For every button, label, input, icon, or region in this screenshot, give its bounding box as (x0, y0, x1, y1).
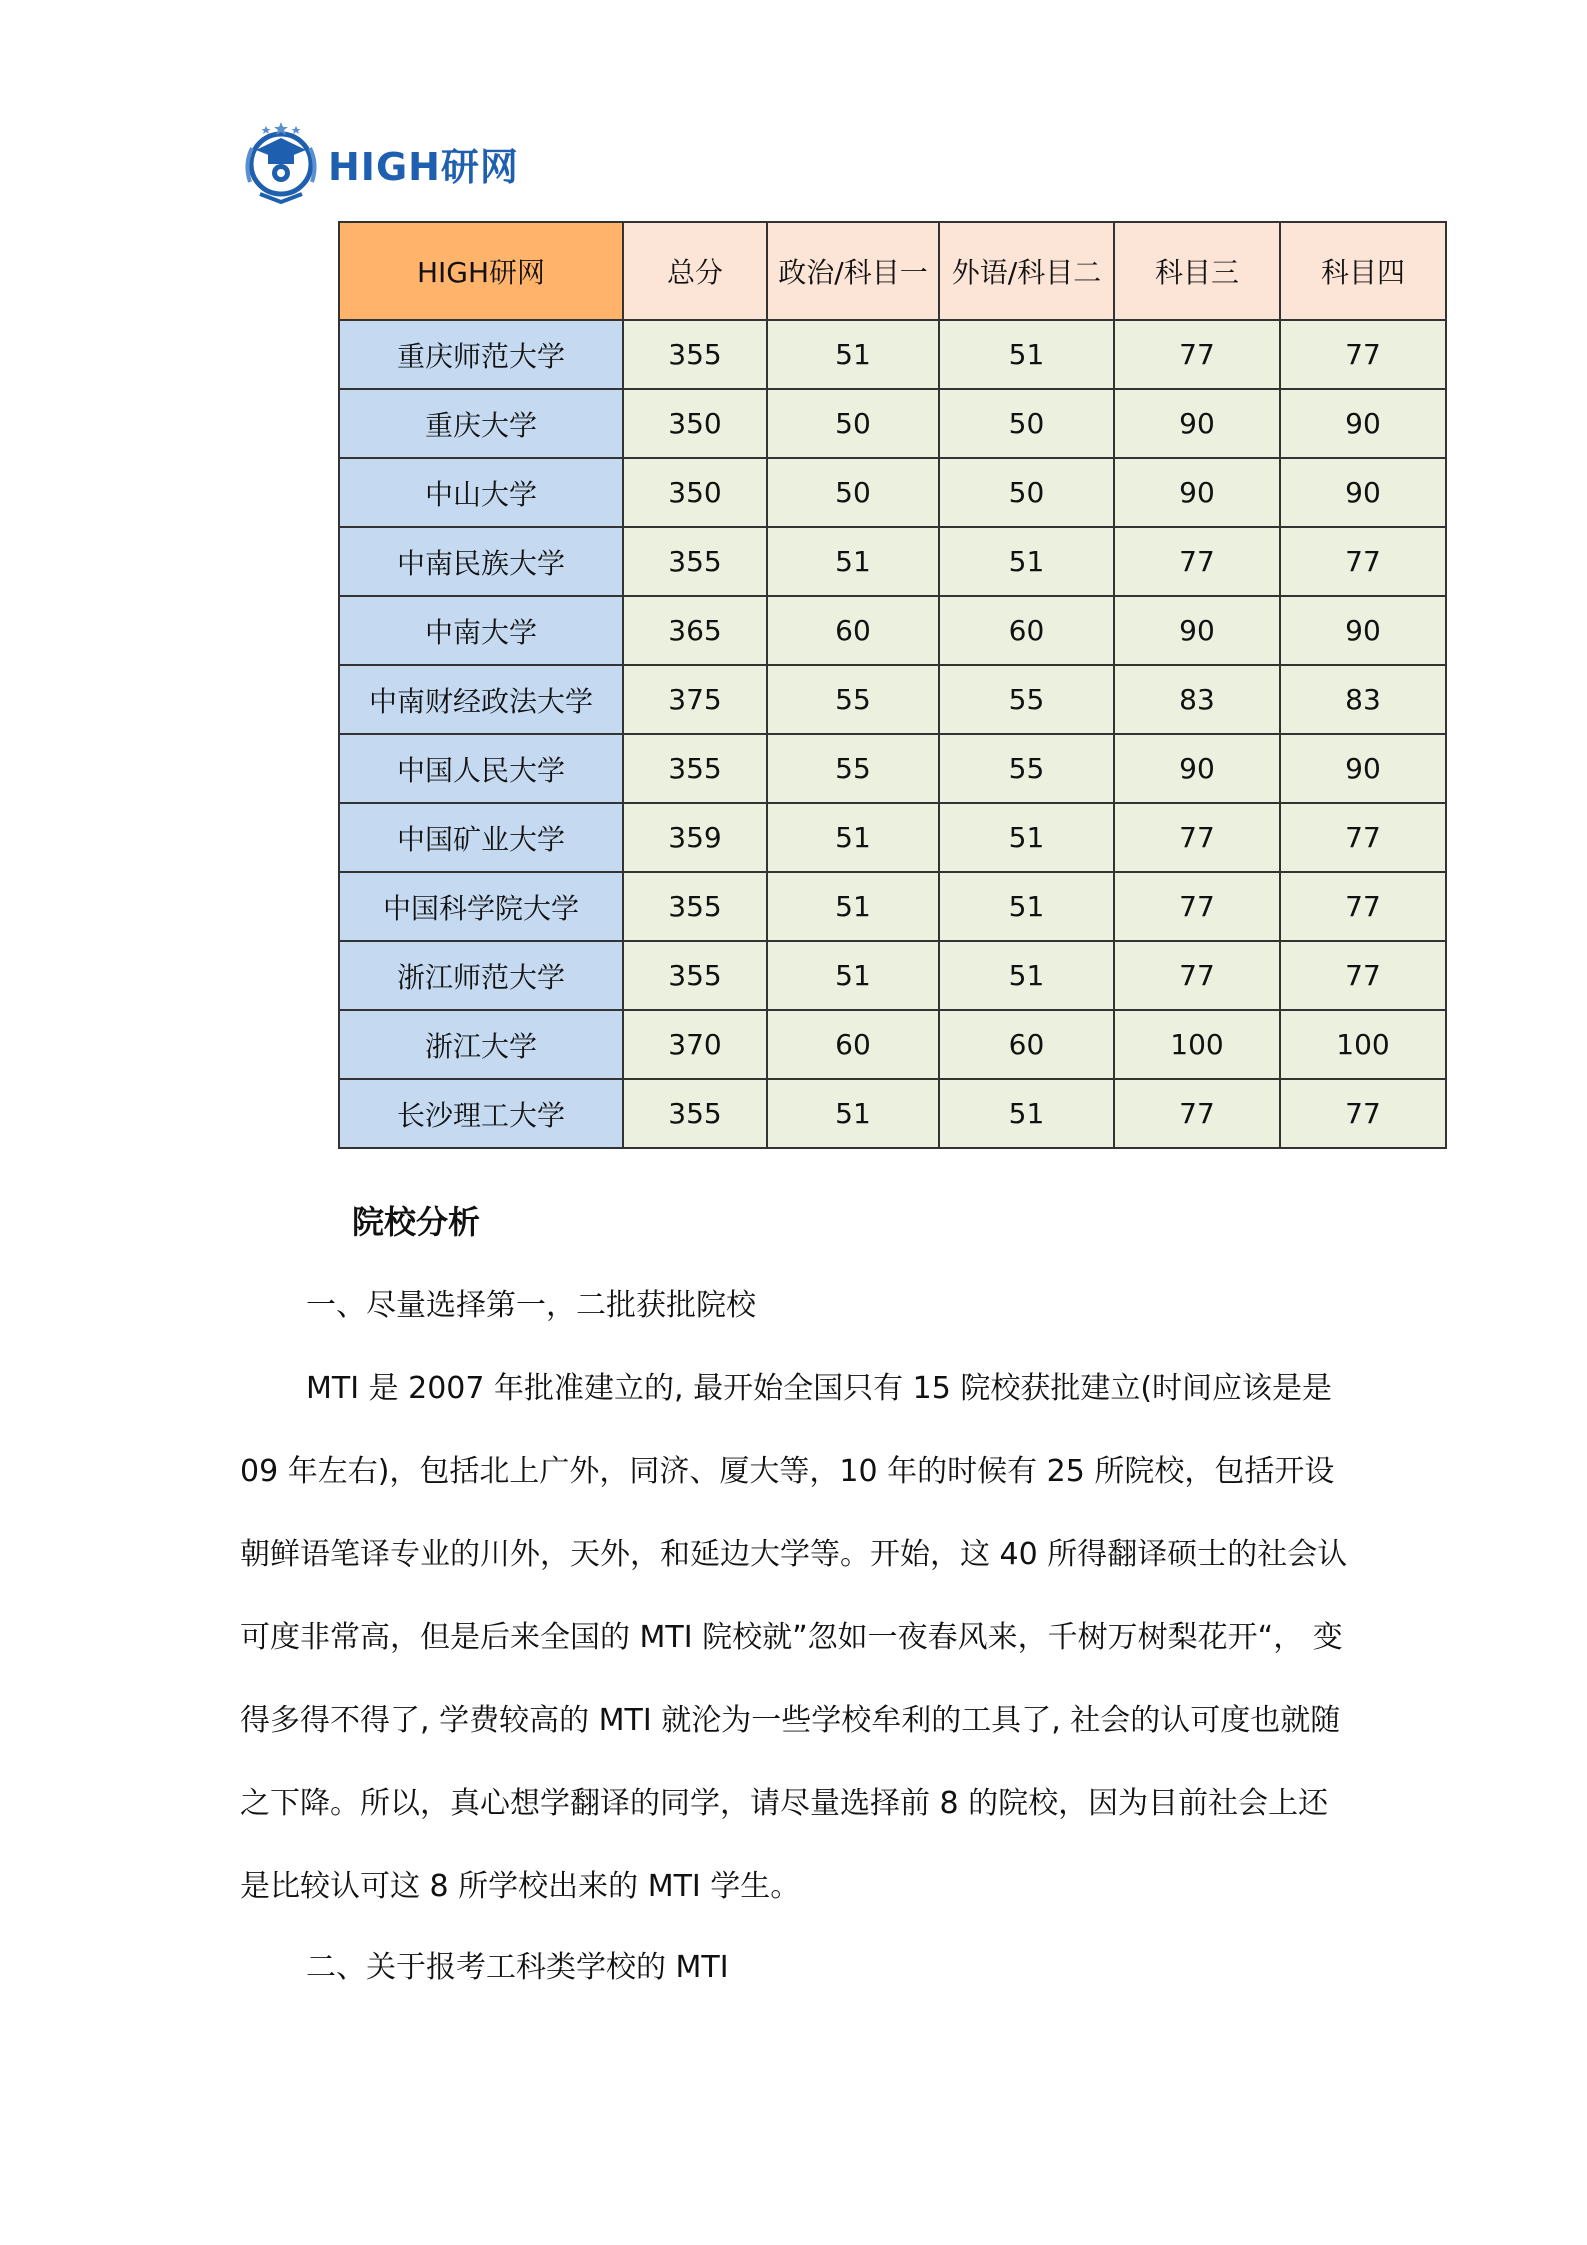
table-row (339, 596, 1446, 665)
score-cell: 51 (767, 527, 939, 596)
school-name-cell: 中山大学 (339, 458, 623, 527)
score-table (338, 221, 1447, 1149)
table-row (339, 665, 1446, 734)
score-cell: 51 (939, 803, 1114, 872)
score-cell: 55 (939, 665, 1114, 734)
score-cell: 355 (623, 734, 767, 803)
table-row (339, 389, 1446, 458)
score-cell: 77 (1280, 320, 1446, 389)
score-cell: 51 (767, 872, 939, 941)
logo-text: HIGH研网 (328, 144, 519, 189)
score-cell: 77 (1114, 872, 1280, 941)
point1-title: 一、尽量选择第一，二批获批院校 (306, 1288, 756, 1323)
score-cell: 51 (939, 872, 1114, 941)
score-cell: 50 (767, 458, 939, 527)
score-cell: 100 (1280, 1010, 1446, 1079)
score-cell: 77 (1114, 941, 1280, 1010)
score-cell: 50 (767, 389, 939, 458)
score-cell: 90 (1280, 389, 1446, 458)
school-name-cell: 浙江师范大学 (339, 941, 623, 1010)
score-cell: 60 (939, 1010, 1114, 1079)
score-cell: 90 (1114, 458, 1280, 527)
table-row (339, 872, 1446, 941)
table-header-cell: 总分 (623, 222, 767, 320)
score-cell: 355 (623, 941, 767, 1010)
score-cell: 50 (939, 389, 1114, 458)
table-row (339, 941, 1446, 1010)
table-header-row (339, 222, 1446, 320)
school-name-cell: 浙江大学 (339, 1010, 623, 1079)
score-cell: 355 (623, 320, 767, 389)
score-cell: 77 (1114, 527, 1280, 596)
table-row (339, 1079, 1446, 1148)
table-row (339, 1010, 1446, 1079)
score-cell: 51 (939, 527, 1114, 596)
score-cell: 60 (767, 1010, 939, 1079)
school-name-cell: 长沙理工大学 (339, 1079, 623, 1148)
table-header-cell: 科目四 (1280, 222, 1446, 320)
score-cell: 51 (767, 1079, 939, 1148)
logo (240, 118, 519, 208)
score-cell: 350 (623, 458, 767, 527)
score-cell: 83 (1114, 665, 1280, 734)
score-cell: 355 (623, 527, 767, 596)
score-cell: 77 (1280, 941, 1446, 1010)
score-cell: 77 (1280, 872, 1446, 941)
point1-body: MTI 是 2007 年批准建立的, 最开始全国只有 15 院校获批建立(时间应该是是 09 年左右)，包括北上广外，同济、厦大等，10 年的时候有 25 所院校，包括开设朝鲜语笔译专业的川外，天外，和延边大学等。开始，这 40 所得翻译硕士的社会认可度非常高，但是后来全国的 MTI 院校就”忽如一夜春风来，千树万树梨花开“， 变得多得不得了, 学费较高的 MTI 就沦为一些学校牟利的工具了, 社会的认可度也就随之下降。所以，真心想学翻译的同学，请尽量选择前 8 的院校，因为目前社会上还是比较认可这 8 所学校出来的 MTI 学生。 (240, 1371, 1348, 1904)
score-cell: 77 (1114, 1079, 1280, 1148)
table-row (339, 527, 1446, 596)
score-cell: 77 (1280, 527, 1446, 596)
table-header-cell: 科目三 (1114, 222, 1280, 320)
score-cell: 90 (1280, 458, 1446, 527)
table-row (339, 803, 1446, 872)
score-cell: 77 (1280, 803, 1446, 872)
table-row (339, 320, 1446, 389)
score-cell: 60 (939, 596, 1114, 665)
score-cell: 90 (1280, 596, 1446, 665)
school-name-cell: 重庆大学 (339, 389, 623, 458)
score-cell: 90 (1280, 734, 1446, 803)
section-title: 院校分析 (352, 1203, 481, 1241)
table-row (339, 458, 1446, 527)
score-cell: 355 (623, 872, 767, 941)
score-cell: 77 (1280, 1079, 1446, 1148)
school-name-cell: 中国矿业大学 (339, 803, 623, 872)
school-name-cell: 中南大学 (339, 596, 623, 665)
table-header-cell: HIGH研网 (339, 222, 623, 320)
score-cell: 90 (1114, 596, 1280, 665)
score-cell: 51 (939, 1079, 1114, 1148)
school-name-cell: 中国人民大学 (339, 734, 623, 803)
score-cell: 77 (1114, 803, 1280, 872)
score-cell: 50 (939, 458, 1114, 527)
score-cell: 51 (767, 803, 939, 872)
score-cell: 370 (623, 1010, 767, 1079)
score-cell: 51 (767, 320, 939, 389)
school-name-cell: 重庆师范大学 (339, 320, 623, 389)
score-cell: 55 (939, 734, 1114, 803)
score-cell: 77 (1114, 320, 1280, 389)
school-name-cell: 中国科学院大学 (339, 872, 623, 941)
score-cell: 90 (1114, 389, 1280, 458)
table-header-cell: 外语/科目二 (939, 222, 1114, 320)
school-name-cell: 中南财经政法大学 (339, 665, 623, 734)
score-cell: 90 (1114, 734, 1280, 803)
score-cell: 359 (623, 803, 767, 872)
score-cell: 355 (623, 1079, 767, 1148)
score-cell: 51 (939, 320, 1114, 389)
graduation-emblem-icon (240, 120, 322, 206)
score-cell: 51 (767, 941, 939, 1010)
score-cell: 100 (1114, 1010, 1280, 1079)
score-cell: 55 (767, 734, 939, 803)
score-cell: 365 (623, 596, 767, 665)
score-cell: 55 (767, 665, 939, 734)
score-cell: 60 (767, 596, 939, 665)
score-cell: 350 (623, 389, 767, 458)
point2-title: 二、关于报考工科类学校的 MTI (306, 1950, 729, 1985)
table-row (339, 734, 1446, 803)
table-header-cell: 政治/科目一 (767, 222, 939, 320)
score-cell: 375 (623, 665, 767, 734)
score-cell: 51 (939, 941, 1114, 1010)
score-cell: 83 (1280, 665, 1446, 734)
school-name-cell: 中南民族大学 (339, 527, 623, 596)
